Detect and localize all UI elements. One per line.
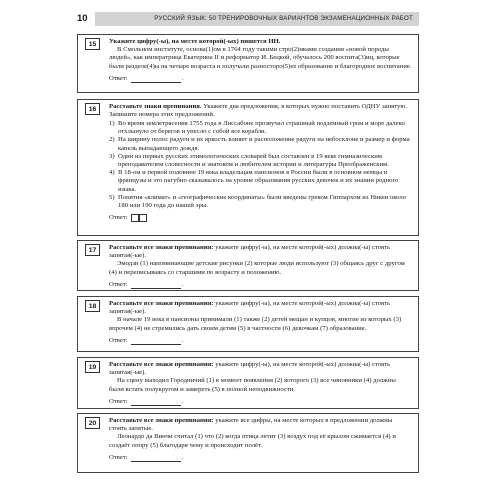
task-instruction: Расставьте все знаки препинания: укажите цифру(-ы), на месте которой(-ых) должна(-ы) стоять запятая(-ые). xyxy=(109,361,391,377)
task-number: 17 xyxy=(85,244,100,256)
task-18 xyxy=(77,296,419,352)
answer-label: Ответ: xyxy=(109,74,128,82)
option-item: 2) На ширину полос радуги и их яркость влияет и расположение радуги на небосклоне и размер и форма капель выпадающего дождя. xyxy=(109,136,410,152)
task-text: Эмодзи (1) напоминающие детские рисунки (2) которые люди используют (3) общаясь друг с другом (4) и переписываясь со старшими по возрасту и положению. xyxy=(109,260,405,276)
task-text: Леонардо да Винчи считал (1) что (2) когда птица летит (3) воздух под её крылом сжимается (4) и создаёт опору (5) благодаря чему и происходит полёт. xyxy=(109,433,396,449)
task-instruction: Расставьте знаки препинания. Укажите два предложения, в которых нужно поставить ОДНУ запятую. Запишите номера этих предложений. xyxy=(109,103,408,119)
answer-field[interactable] xyxy=(131,75,181,83)
task-body xyxy=(109,103,412,222)
answer-field[interactable] xyxy=(131,454,181,462)
answer-label: Ответ: xyxy=(109,213,128,221)
task-number: 16 xyxy=(85,103,100,115)
task-text: В начале 19 века в пансионы принимали (1) также (2) детей мещан и купцов, многие из которых (3) впрочем (4) не стремились дать своим детям (5) в частности (6) девочкам (7) образование. xyxy=(109,316,402,332)
task-number: 15 xyxy=(85,38,100,50)
answer-label: Ответ: xyxy=(109,336,128,344)
answer-label: Ответ: xyxy=(109,397,128,405)
header-title: РУССКИЙ ЯЗЫК: 50 ТРЕНИРОВОЧНЫХ ВАРИАНТОВ ЭКЗАМЕНАЦИОННЫХ РАБОТ xyxy=(154,15,413,22)
task-text: На сцену выходил Городничий (1) в момент появления (2) которого (3) все чиновники (4) должны были встать полукругом и замереть (5) в полной неподвижности. xyxy=(109,377,396,393)
answer-field[interactable] xyxy=(131,281,181,289)
task-body xyxy=(109,417,412,462)
options-list xyxy=(109,120,412,210)
task-19 xyxy=(77,357,419,409)
answer-row: Ответ: . xyxy=(109,397,184,405)
task-body xyxy=(109,244,412,289)
answer-row: Ответ: . xyxy=(109,336,184,344)
task-17 xyxy=(77,240,419,291)
header-bar xyxy=(95,12,419,26)
task-20 xyxy=(77,413,419,473)
task-number: 20 xyxy=(85,417,100,429)
task-text: В Смольном институте, основа(1)ом в 1764 году такими стро(2)иками создания «новой породы людей», как императрица Екатерина II и реформатор И. Бецкой, обучалось 200 воспита(3)иц, которые были разделе(4)ы на четыре возраста и получали разносторо(5)ее образование и благородное воспитание. xyxy=(109,46,412,70)
option-item: 3) Один из первых русских этимологических словарей был составлен в 19 веке гимназическим преподавателем словесности и знатоком и любителем истории и литературы Преображенским. xyxy=(109,152,389,168)
task-body xyxy=(109,38,412,83)
answer-cell[interactable] xyxy=(131,214,139,222)
answer-row xyxy=(109,213,412,222)
option-item: 1) Во время землетрясения 1755 года в Лиссабоне прозвучал страшный подземный гром и море далеко отхлынуло от берегов и унесло с собой все корабли. xyxy=(109,119,405,136)
page-number: 10 xyxy=(77,13,88,24)
task-body xyxy=(109,361,412,406)
answer-row: Ответ: . xyxy=(109,74,184,82)
page-header xyxy=(77,12,419,34)
task-instruction: Расставьте все знаки препинания: укажите все цифры, на месте которых в предложении должны стоять запятые. xyxy=(109,417,393,433)
answer-cell[interactable] xyxy=(139,214,147,222)
task-instruction: Расставьте все знаки препинания: укажите цифру(-ы), на месте которой(-ых) должна(-ы) стоять запятая(-ые). xyxy=(109,300,391,316)
task-number: 19 xyxy=(85,361,100,373)
answer-row: Ответ: . xyxy=(109,453,184,461)
task-body xyxy=(109,300,412,345)
answer-label: Ответ: xyxy=(109,453,128,461)
answer-field[interactable] xyxy=(131,337,181,345)
task-number: 18 xyxy=(85,300,100,312)
answer-field[interactable] xyxy=(131,398,181,406)
task-instruction: Расставьте все знаки препинания: укажите цифру(-ы), на месте которой(-ых) должна(-ы) стоять запятая(-ые). xyxy=(109,244,391,260)
task-15 xyxy=(77,34,419,93)
task-instruction: Укажите цифру(-ы), на месте которой(-ых) пишется НН. xyxy=(109,38,281,45)
option-item: 4) В 18-ом и первой половине 19 века владельцам пансионов в России были в основном немцы и французы и это пагубно сказывалось на уровне образования русских девочек и их знании родного языка. xyxy=(109,169,399,193)
answer-row: Ответ: . xyxy=(109,280,184,288)
answer-label: Ответ: xyxy=(109,280,128,288)
task-16 xyxy=(77,99,419,236)
option-item: 5) Понятия «климат» и «географические координаты» были введены греком Гиппархом из Никеи около 180 или 190 года до нашей эры. xyxy=(109,193,407,209)
